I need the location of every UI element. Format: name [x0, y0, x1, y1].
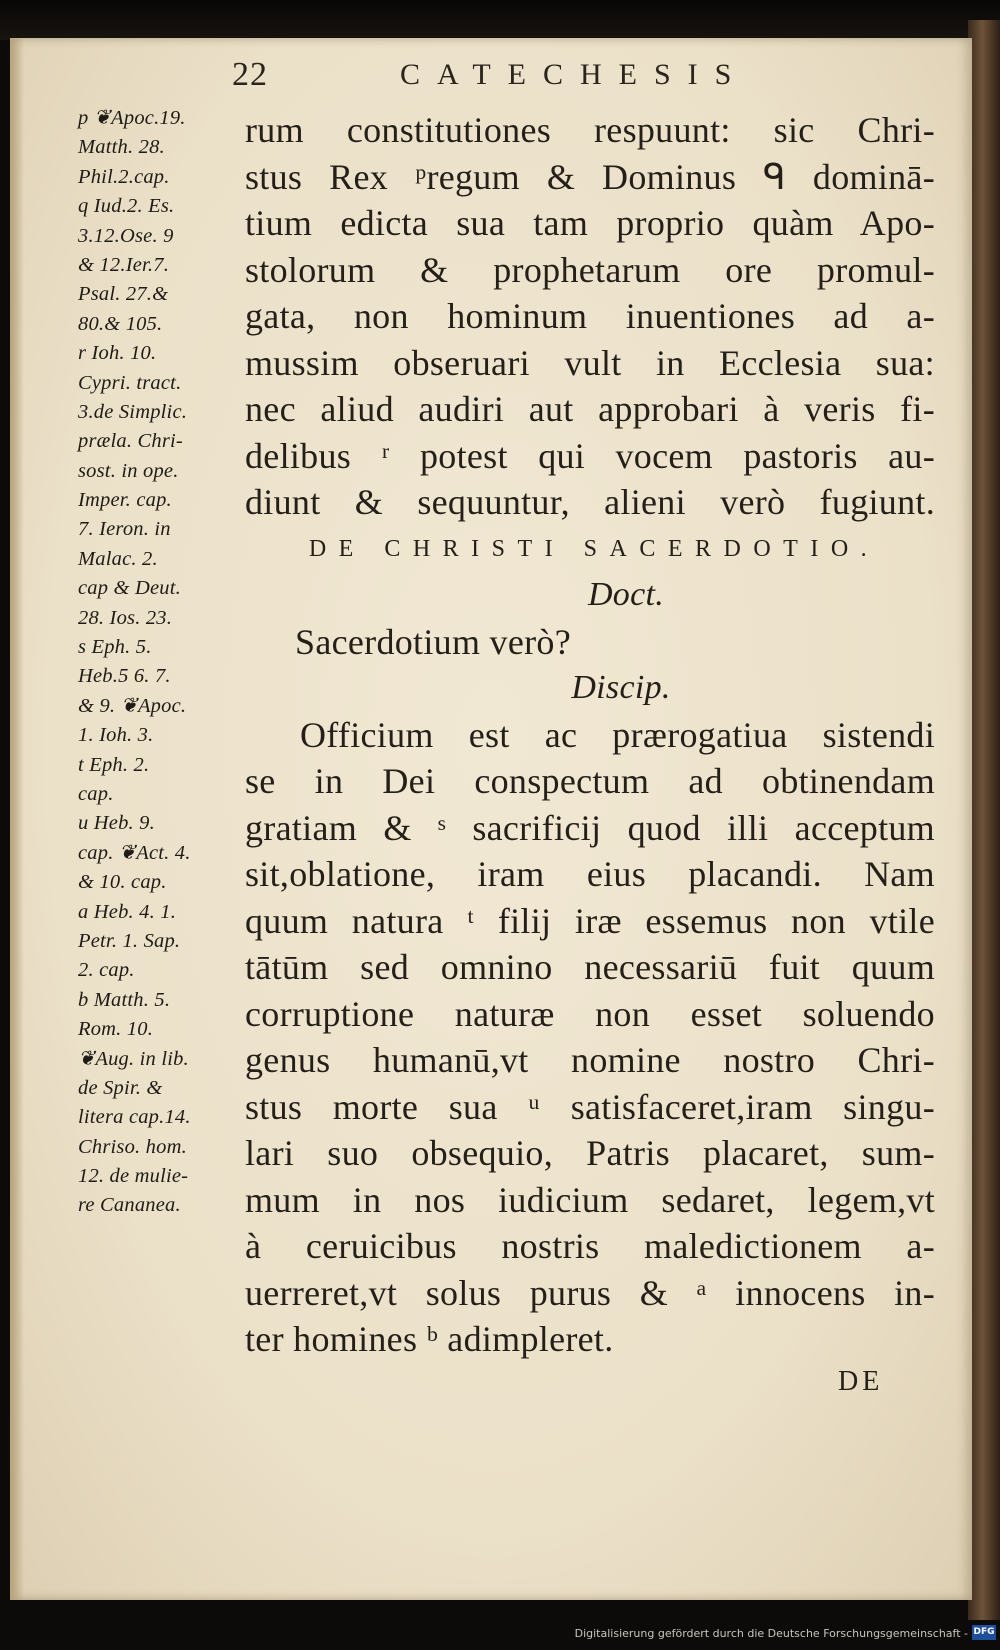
margin-note: 1. Ioh. 3.: [78, 724, 154, 747]
margin-note: cap. ❦Act. 4.: [78, 841, 191, 864]
section-heading: DE CHRISTI SACERDOTIO.: [308, 535, 880, 562]
text-line: se in Dei conspectum ad obtinendam: [245, 761, 935, 801]
text-line: delibus ʳ potest qui vocem pastoris au-: [245, 435, 935, 476]
digitization-footer: [0, 1617, 1000, 1650]
text-line: nec aliud audiri aut approbari à veris fi-: [245, 389, 935, 429]
catchword: DE: [838, 1366, 884, 1397]
main-text: [245, 107, 935, 1363]
text-line: Officium est ac prærogatiua sistendi: [300, 714, 935, 755]
margin-note: b Matth. 5.: [78, 988, 171, 1011]
margin-note: Cypri. tract.: [78, 371, 182, 394]
margin-note: Imper. cap.: [78, 489, 172, 512]
text-line: stolorum & prophetarum ore promul-: [245, 249, 935, 290]
text-line: genus humanū,vt nomine nostro Chri-: [245, 1040, 935, 1080]
text-line: stus Rex ᵖregum & Dominus ᑫ dominā-: [245, 156, 935, 197]
book-fore-edge: [968, 20, 1000, 1620]
text-line: rum constitutiones respuunt: sic Chri-: [245, 110, 935, 150]
margin-note: cap.: [78, 782, 114, 805]
text-line: uerreret,vt solus purus & ᵃ innocens in-: [245, 1272, 935, 1313]
margin-note: Phil.2.cap.: [78, 165, 170, 188]
margin-note: 28. Ios. 23.: [78, 606, 173, 629]
speaker-label-student: Discip.: [571, 669, 671, 706]
margin-note: 80.& 105.: [78, 312, 163, 335]
margin-note: & 12.Ier.7.: [78, 253, 170, 276]
margin-note: 12. de mulie-: [78, 1165, 189, 1188]
margin-note: & 9. ❦Apoc.: [78, 694, 187, 717]
text-line: gata, non hominum inuentiones ad a-: [245, 296, 935, 336]
question-line: Sacerdotium verò?: [295, 621, 571, 662]
margin-note: Matth. 28.: [78, 136, 165, 159]
margin-note: u Heb. 9.: [78, 812, 155, 835]
margin-note: Petr. 1. Sap.: [78, 929, 181, 952]
running-title: CATECHESIS: [400, 58, 749, 91]
text-line: mussim obseruari vult in Ecclesia sua:: [245, 342, 935, 383]
page-number: 22: [232, 56, 268, 93]
margin-note: litera cap.14.: [78, 1106, 191, 1129]
margin-note: r Ioh. 10.: [78, 342, 157, 365]
text-line: à ceruicibus nostris maledictionem a-: [245, 1226, 935, 1266]
text-line: quum natura ᵗ filij iræ essemus non vtile: [245, 900, 935, 941]
margin-note: Chriso. hom.: [78, 1135, 187, 1158]
margin-note: 2. cap.: [78, 959, 135, 982]
text-line: gratiam & ˢ sacrificij quod illi acceptum: [245, 807, 935, 848]
margin-note: 3.12.Ose. 9: [78, 224, 174, 247]
margin-note: p ❦Apoc.19.: [78, 107, 186, 129]
margin-note: cap & Deut.: [78, 577, 181, 600]
text-line: ter homines ᵇ adimpleret.: [245, 1319, 614, 1359]
margin-note: sost. in ope.: [78, 459, 179, 482]
margin-note: præla. Chri-: [78, 430, 183, 453]
margin-note: Heb.5 6. 7.: [78, 665, 171, 688]
running-head: [0, 56, 1000, 104]
margin-note: 7. Ieron. in: [78, 518, 171, 541]
text-line: diunt & sequuntur, alieni verò fugiunt.: [245, 482, 935, 522]
margin-note: & 10. cap.: [78, 871, 167, 894]
margin-note: Rom. 10.: [78, 1018, 154, 1041]
margin-note: ❦Aug. in lib.: [78, 1047, 189, 1070]
margin-notes: [78, 104, 238, 1221]
text-line: corruptione naturæ non esset soluendo: [245, 993, 935, 1034]
text-line: tium edicta sua tam proprio quàm Apo-: [245, 203, 935, 243]
dfg-logo: DFG: [972, 1625, 996, 1640]
margin-note: t Eph. 2.: [78, 753, 150, 776]
text-line: sit,oblatione, iram eius placandi. Nam: [245, 854, 935, 894]
margin-note: Psal. 27.&: [78, 283, 169, 306]
margin-note: s Eph. 5.: [78, 636, 152, 659]
margin-note: a Heb. 4. 1.: [78, 900, 177, 923]
page-gutter-shadow: [10, 38, 24, 1600]
text-line: stus morte sua ᵘ satisfaceret,iram singu-: [245, 1086, 935, 1127]
text-line: mum in nos iudicium sedaret, legem,vt: [245, 1179, 935, 1220]
scan-background-top: [0, 0, 1000, 40]
margin-note: q Iud.2. Es.: [78, 195, 175, 218]
speaker-label-teacher: Doct.: [587, 576, 665, 613]
margin-note: 3.de Simplic.: [78, 400, 188, 423]
funding-credit: Digitalisierung gefördert durch die Deutsche Forschungsgemeinschaft -: [574, 1627, 968, 1640]
text-line: tātūm sed omnino necessariū fuit quum: [245, 947, 935, 987]
margin-note: re Cananea.: [78, 1194, 181, 1217]
margin-note: Malac. 2.: [78, 547, 158, 570]
text-line: lari suo obsequio, Patris placaret, sum-: [245, 1133, 935, 1173]
margin-note: de Spir. &: [78, 1076, 163, 1099]
